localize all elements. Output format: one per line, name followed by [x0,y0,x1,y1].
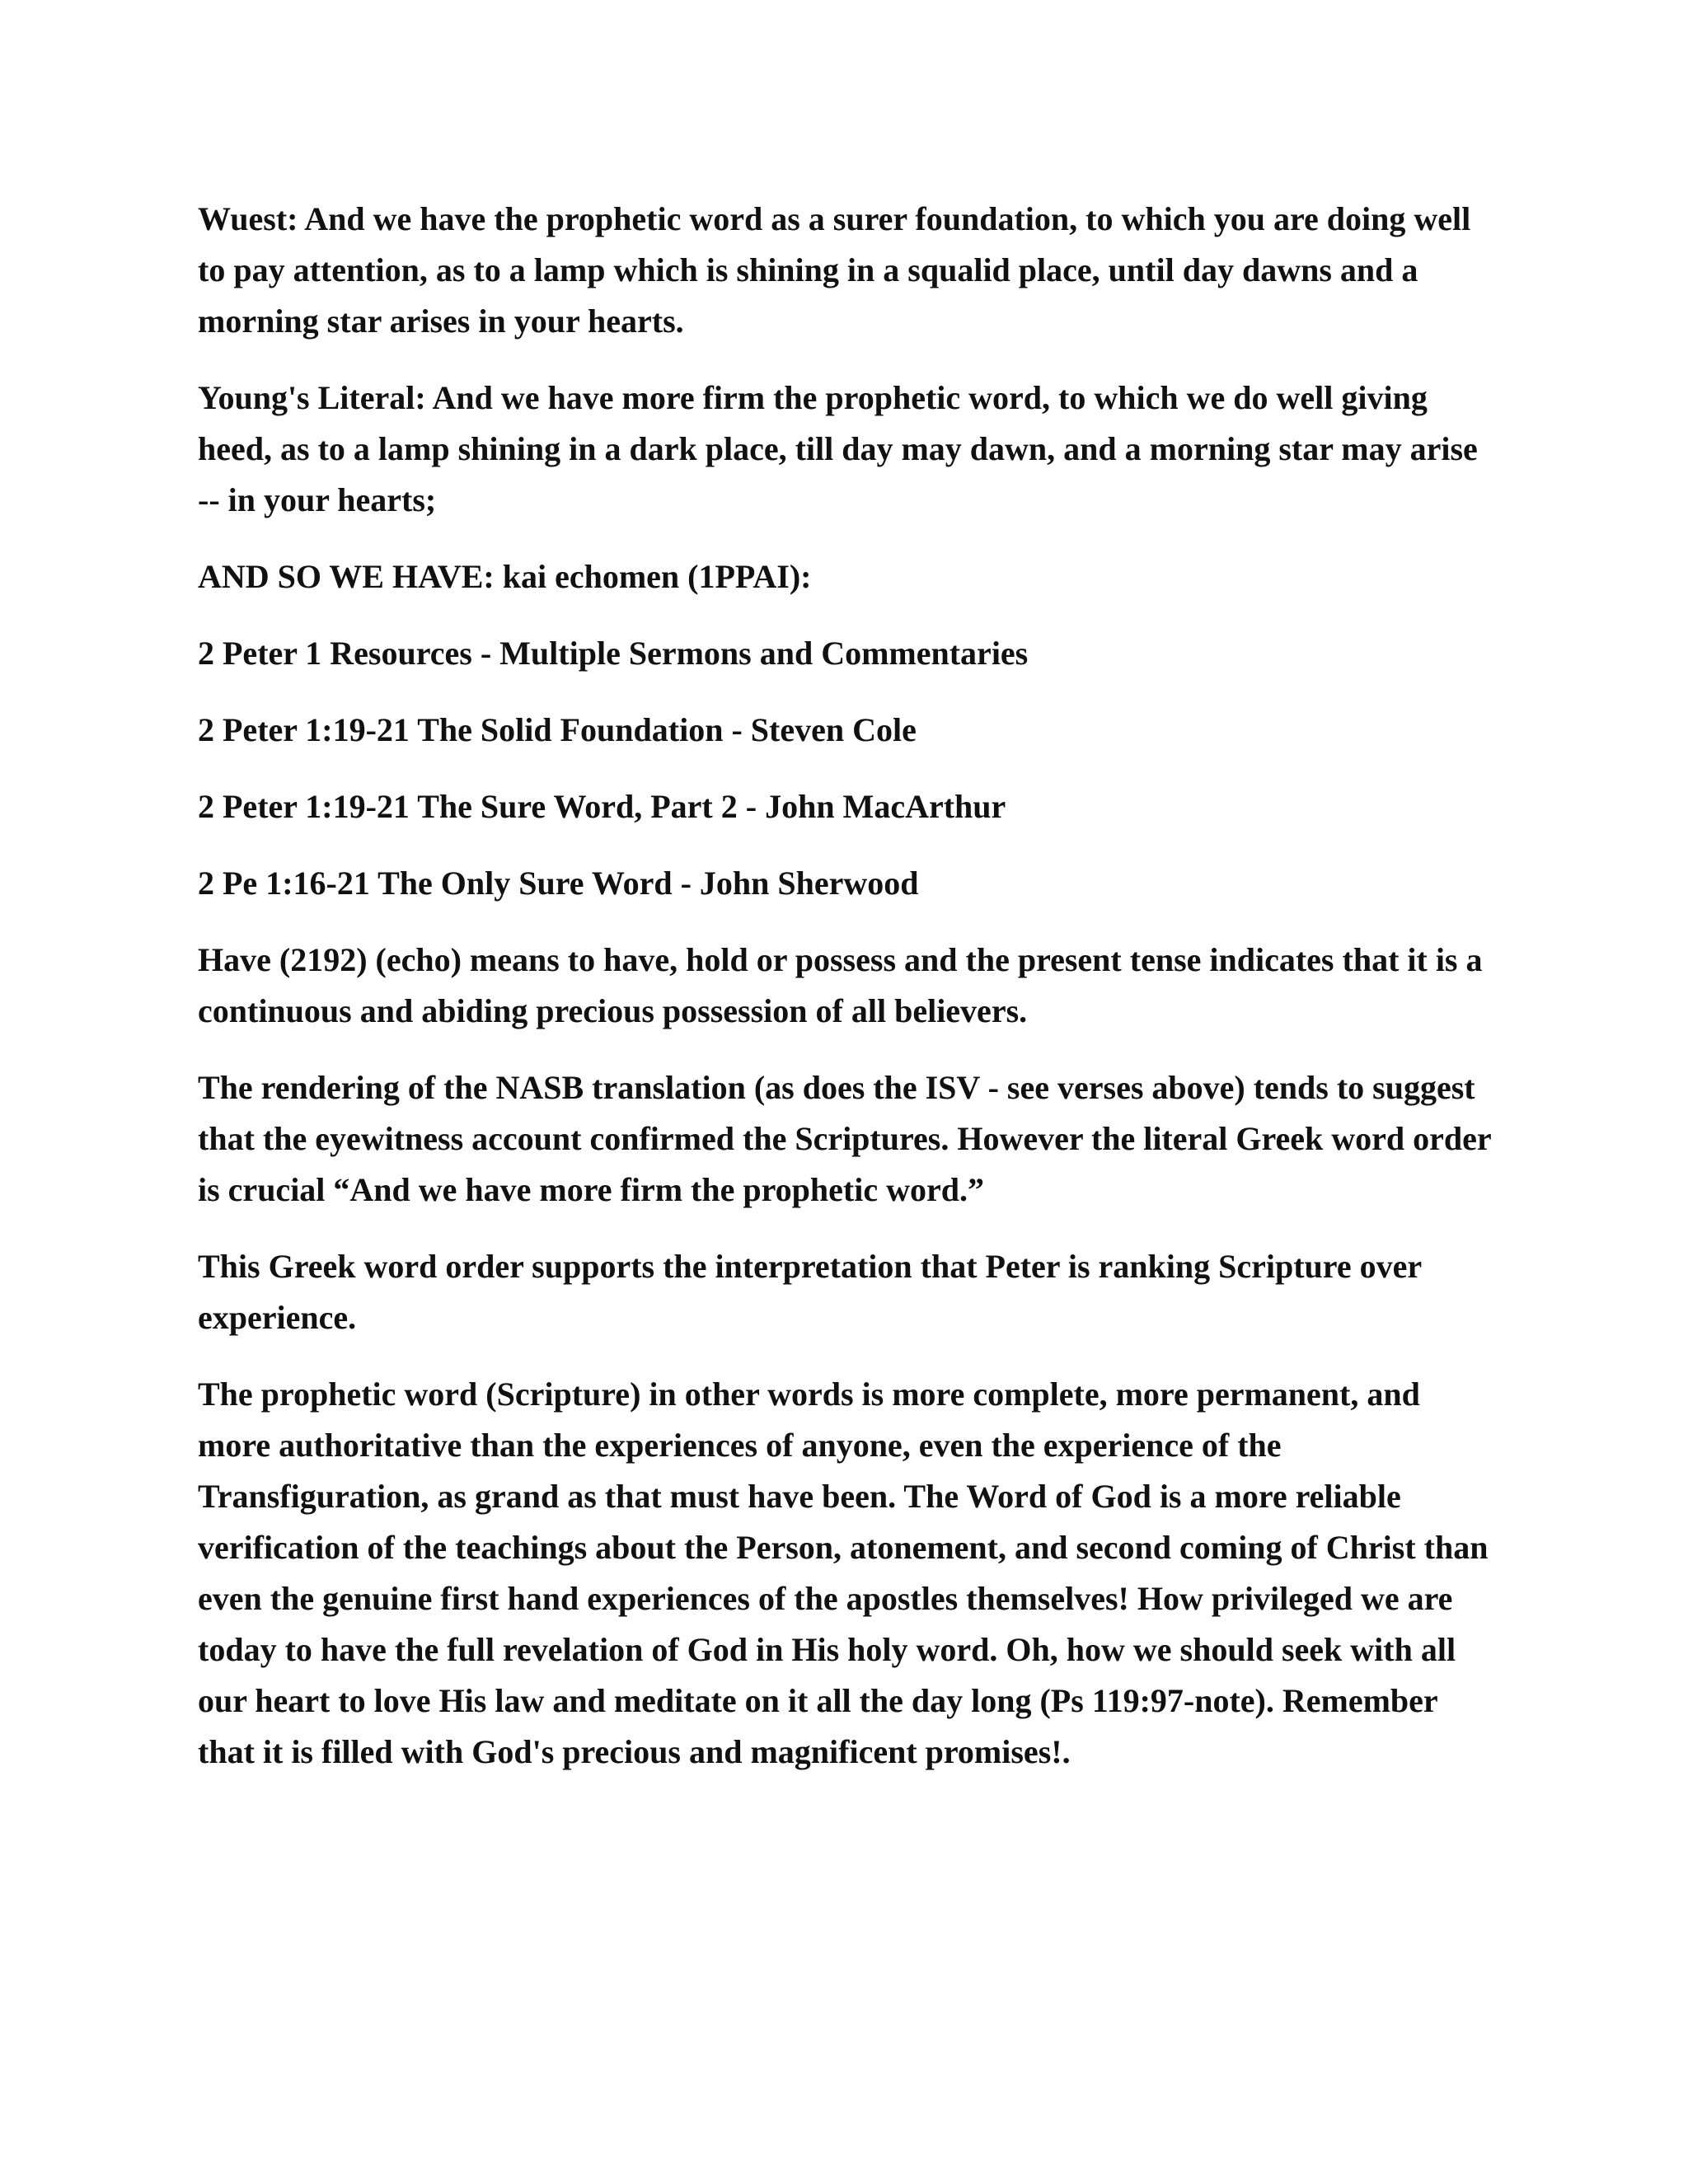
paragraph-prophetic-word: The prophetic word (Scripture) in other words is more complete, more permanent, and more authoritative than the experiences of anyone, even the experience of the Transfiguration, as grand as that must have been. The Word of God is a more reliable verification of the teachings about the Person, atonement, and second coming of Christ than even the genuine first hand experiences of the apostles themselves! How privileged we are today to have the full revelation of God in His holy word. Oh, how we should seek with all our heart to love His law and meditate on it all the day long (Ps 119:97-note). Remember that it is filled with God's precious and magnificent promises!. [198,1376,1489,1770]
paragraph-nasb-rendering: The rendering of the NASB translation (as does the ISV - see verses above) tends to suggest that the eyewitness account confirmed the Scriptures. However the literal Greek word order is crucial “And we have more firm the prophetic word.” [198,1069,1491,1208]
paragraph-youngs-literal: Young's Literal: And we have more firm the prophetic word, to which we do well giving heed, as to a lamp shining in a dark place, till day may dawn, and a morning star may arise -- in your hearts; [198,379,1478,518]
paragraph-and-so-we-have: AND SO WE HAVE: kai echomen (1PPAI): [198,558,812,595]
paragraph-cole-sermon: 2 Peter 1:19-21 The Solid Foundation - Steven Cole [198,711,917,748]
paragraph-have-definition: Have (2192) (echo) means to have, hold or possess and the present tense indicates that it is a continuous and abiding precious possession of all believers. [198,941,1483,1029]
paragraph-resources-link: 2 Peter 1 Resources - Multiple Sermons and Commentaries [198,635,1029,672]
paragraph-macarthur-sermon: 2 Peter 1:19-21 The Sure Word, Part 2 - John MacArthur [198,788,1006,825]
paragraph-word-order: This Greek word order supports the interpretation that Peter is ranking Scripture over experience. [198,1248,1422,1336]
document-page [198,194,1492,1803]
paragraph-wuest: Wuest: And we have the prophetic word as a surer foundation, to which you are doing well to pay attention, as to a lamp which is shining in a squalid place, until day dawns and a morning star arises in your hearts. [198,200,1471,340]
paragraph-sherwood-sermon: 2 Pe 1:16-21 The Only Sure Word - John Sherwood [198,865,919,902]
